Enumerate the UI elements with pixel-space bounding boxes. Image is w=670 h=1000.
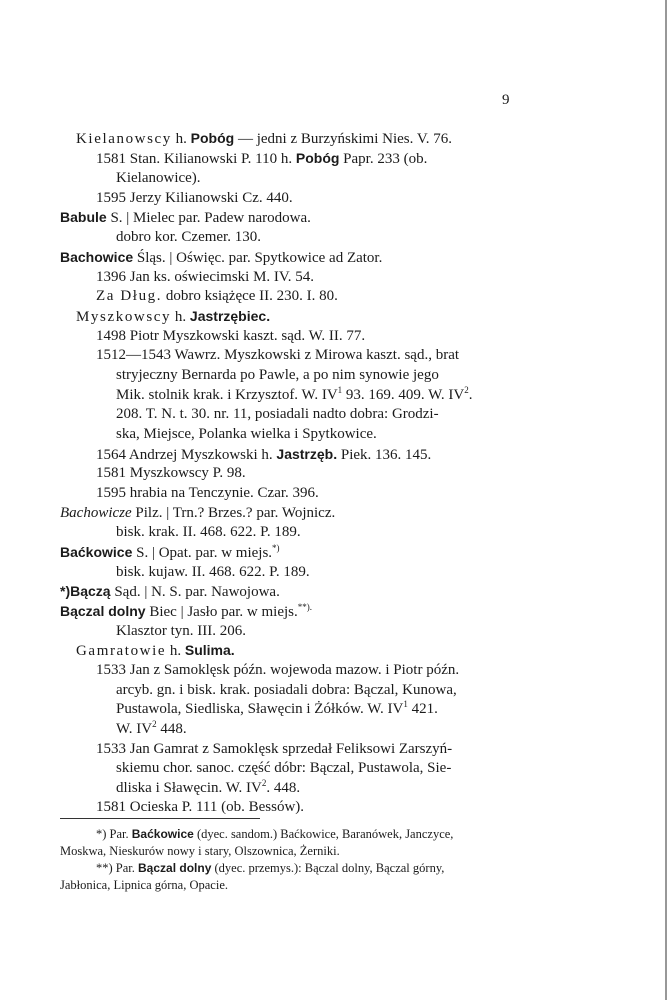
footnote-2-cont: Jabłonica, Lipnica górna, Opacie.: [60, 878, 228, 892]
text-line: Baćkowice S. | Opat. par. w miejs.*): [60, 543, 280, 561]
text-line: arcyb. gn. i bisk. krak. posiadali dobra: Bączal, Kunowa,: [116, 682, 457, 698]
text-line: Kielanowscy h. Pobóg — jedni z Burzyńskimi Nies. V. 76.: [76, 130, 452, 147]
text-line: Bączal dolny Biec | Jasło par. w miejs.**).: [60, 602, 312, 620]
text-line: Myszkowscy h. Jastrzębiec.: [76, 308, 271, 325]
text-line: Pustawola, Siedliska, Sławęcin i Żółków. W. $IV^1$ 421.: [116, 699, 438, 717]
text-line: stryjeczny Bernarda po Pawle, a po nim synowie jego: [116, 367, 439, 383]
page-number: 9: [502, 92, 510, 108]
text-line: skiemu chor. sanoc. część dóbr: Bączal, Pustawola, Sie-: [116, 760, 452, 776]
text-line: 1581 Myszkowscy P. 98.: [96, 465, 246, 481]
text-line: Kielanowice).: [116, 170, 201, 186]
text-line: 1581 Stan. Kilianowski P. 110 h. Pobóg Papr. 233 (ob.: [96, 150, 428, 167]
footnote-1-cont: Moskwa, Nieskurów nowy i stary, Olszownica, Żerniki.: [60, 844, 340, 858]
text-line: 1512—1543 Wawrz. Myszkowski z Mirowa kaszt. sąd., brat: [96, 347, 460, 363]
text-line: Bachowicze Pilz. | Trn.? Brzes.? par. Wojnicz.: [60, 505, 336, 521]
text-line: bisk. krak. II. 468. 622. P. 189.: [116, 524, 301, 540]
text-line: W. $IV^2$ 448.: [116, 719, 187, 737]
text-line: 1498 Piotr Myszkowski kaszt. sąd. W. II. 77.: [96, 328, 366, 344]
page-edge-shadow: [665, 0, 667, 1000]
text-line: *)Bączą Sąd. | N. S. par. Nawojowa.: [60, 583, 280, 600]
text-line: 1533 Jan Gamrat z Samoklęsk sprzedał Feliksowi Zarszyń-: [96, 741, 453, 757]
text-line: 1595 hrabia na Tenczynie. Czar. 396.: [96, 485, 319, 501]
text-line: 1533 Jan z Samoklęsk późn. wojewoda mazow. i Piotr późn.: [96, 662, 460, 678]
text-line: bisk. kujaw. II. 468. 622. P. 189.: [116, 564, 310, 580]
text-line: dliska i Sławęcin. W. $IV^2$. 448.: [116, 778, 301, 796]
footnote-2: **) Par. Bączal dolny (dyec. przemys.): Bączal dolny, Bączal górny,: [96, 861, 445, 875]
text-line: Za Dług. dobro książęce II. 230. I. 80.: [96, 288, 338, 304]
text-line: 208. T. N. t. 30. nr. 11, posiadali nadto dobra: Grodzi-: [116, 406, 439, 422]
footnote-divider: [60, 818, 260, 819]
text-line: 1595 Jerzy Kilianowski Cz. 440.: [96, 190, 293, 206]
text-line: 1564 Andrzej Myszkowski h. Jastrzęb. Piek. 136. 145.: [96, 446, 432, 463]
text-line: dobro kor. Czemer. 130.: [116, 229, 261, 245]
footnote-1: *) Par. Baćkowice (dyec. sandom.) Baćkowice, Baranówek, Janczyce,: [96, 827, 454, 841]
text-line: 1396 Jan ks. oświecimski M. IV. 54.: [96, 269, 315, 285]
text-line: Klasztor tyn. III. 206.: [116, 623, 246, 639]
text-line: ska, Miejsce, Polanka wielka i Spytkowice.: [116, 426, 377, 442]
text-line: Mik. stolnik krak. i Krzysztof. W. $IV^1$ 93. 169. 409. W. $IV^2$.: [116, 385, 473, 403]
text-line: 1581 Ocieska P. 111 (ob. Bessów).: [96, 799, 305, 815]
text-line: Bachowice Śląs. | Oświęc. par. Spytkowice ad Zator.: [60, 249, 383, 266]
text-line: Gamratowie h. Sulima.: [76, 642, 235, 659]
text-line: Babule S. | Mielec par. Padew narodowa.: [60, 209, 311, 226]
